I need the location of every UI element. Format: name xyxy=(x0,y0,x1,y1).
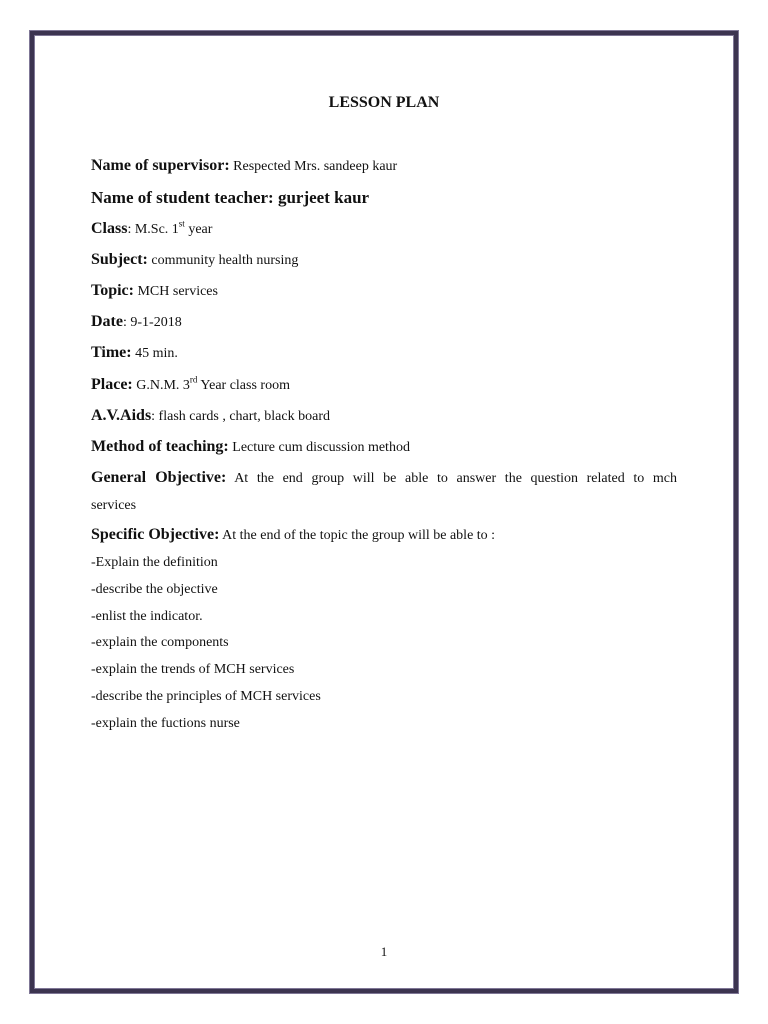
specific-objective-line xyxy=(91,526,495,544)
specific-objective-label: Specific Objective: xyxy=(91,526,220,543)
place-value: G.N.M. 3 xyxy=(132,378,190,393)
page-border xyxy=(30,31,738,993)
place-value-post: Year class room xyxy=(197,378,290,393)
objective-item: -explain the components xyxy=(91,635,229,650)
class-sup: st xyxy=(178,218,185,229)
document-title: LESSON PLAN xyxy=(328,94,440,111)
time-value: 45 min. xyxy=(131,346,178,361)
class-value: M.Sc. 1 xyxy=(134,222,179,237)
date-label: Date xyxy=(91,313,123,330)
student-teacher-label: Name of student teacher: xyxy=(91,188,274,207)
place-label: Place: xyxy=(91,376,133,393)
class-sep: : xyxy=(127,222,135,237)
time-line xyxy=(91,344,178,362)
date-line xyxy=(91,313,182,331)
specific-objective-value: At the end of the topic the group will be able to : xyxy=(219,528,496,543)
method-label: Method of teaching: xyxy=(91,438,229,455)
topic-line xyxy=(91,282,218,300)
objective-item: -enlist the indicator. xyxy=(91,609,203,624)
page-number: 1 xyxy=(380,944,388,959)
date-value: : 9-1-2018 xyxy=(122,315,182,330)
objective-item: -Explain the definition xyxy=(91,555,218,570)
objective-item: -explain the fuctions nurse xyxy=(91,716,240,731)
supervisor-value: Respected Mrs. sandeep kaur xyxy=(229,159,398,174)
av-aids-label: A.V.Aids xyxy=(91,407,152,424)
place-line xyxy=(91,376,290,394)
av-aids-line xyxy=(91,407,330,425)
method-value: Lecture cum discussion method xyxy=(228,440,410,455)
subject-line xyxy=(91,251,298,269)
topic-label: Topic: xyxy=(91,282,134,299)
method-line xyxy=(91,438,410,456)
av-aids-value: : flash cards , chart, black board xyxy=(151,409,330,424)
place-sup: rd xyxy=(189,374,198,385)
subject-label: Subject: xyxy=(91,251,148,268)
subject-value: community health nursing xyxy=(147,253,299,268)
objective-item: -explain the trends of MCH services xyxy=(91,662,295,677)
objective-item: -describe the objective xyxy=(91,582,218,597)
student-teacher-line xyxy=(91,188,369,208)
objective-item: -describe the principles of MCH services xyxy=(91,689,321,704)
general-objective-label: General Objective: xyxy=(91,469,227,486)
class-value-post: year xyxy=(184,222,213,237)
general-objective-continuation: services xyxy=(91,498,137,513)
general-objective-value: At the end group will be able to answer the question related to mch xyxy=(226,471,678,486)
topic-value: MCH services xyxy=(133,284,218,299)
supervisor-line xyxy=(91,157,397,175)
student-teacher-value: gurjeet kaur xyxy=(273,188,370,207)
general-objective-line xyxy=(91,469,677,487)
supervisor-label: Name of supervisor: xyxy=(91,157,230,174)
class-line xyxy=(91,220,212,238)
class-label: Class xyxy=(91,220,128,237)
time-label: Time: xyxy=(91,344,132,361)
